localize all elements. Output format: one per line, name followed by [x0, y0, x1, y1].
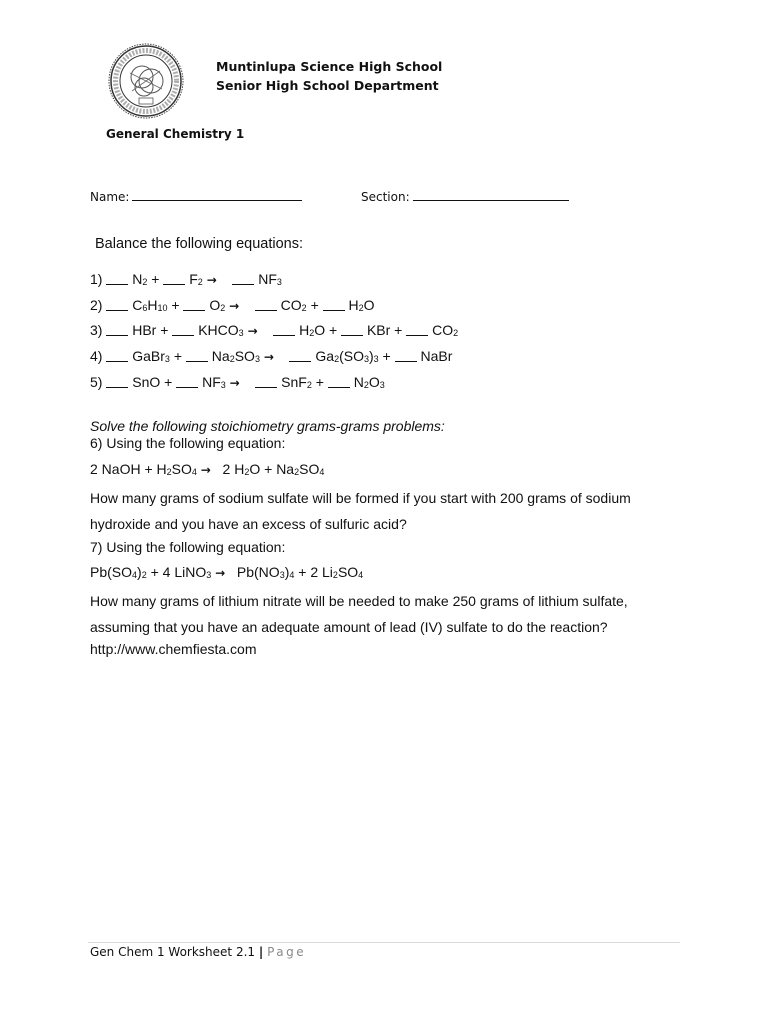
equation-4: [90, 348, 452, 364]
equation-number: 3): [90, 322, 103, 338]
footer-page-word: Page: [267, 945, 307, 959]
equation-number: 5): [90, 374, 103, 390]
section-label: Section:: [361, 190, 410, 204]
equation-2: [90, 297, 375, 313]
section-field[interactable]: [361, 189, 569, 204]
equation-body[interactable]: $C_6H_{10} + O_2$ → $CO_2 + H_2O$: [106, 297, 374, 313]
section-blank[interactable]: [413, 189, 569, 201]
q6-question: How many grams of sodium sulfate will be formed if you start with 200 grams of sodium hydroxide and you have an excess of sulfuric acid?: [90, 490, 631, 532]
page-footer: [90, 945, 306, 959]
source-link[interactable]: http://www.chemfiesta.com: [90, 641, 257, 657]
equation-body[interactable]: HBr + $KHCO_3$ → $H_2O$ + KBr + $CO_2$: [106, 322, 458, 338]
department-name: Senior High School Department: [216, 78, 439, 93]
name-label: Name:: [90, 190, 130, 204]
footer-divider: [88, 942, 680, 943]
footer-separator: |: [258, 945, 264, 959]
school-seal-logo: [108, 43, 184, 119]
equation-number: 2): [90, 297, 103, 313]
equation-body[interactable]: GaBr$_3$ + $Na_2SO_3$ → $Ga_2(SO_3)_3$ + NaBr: [106, 348, 452, 364]
balance-instructions: Balance the following equations:: [95, 236, 303, 252]
school-name: Muntinlupa Science High School: [216, 59, 443, 74]
school-header: [216, 57, 442, 95]
equation-1: [90, 271, 282, 287]
q6-equation: 2 NaOH + $H_2SO_4 \to 2$ $H_2O + Na_2SO_4$: [90, 461, 325, 477]
q6-intro: 6) Using the following equation:: [90, 435, 286, 451]
q7-intro: 7) Using the following equation:: [90, 539, 286, 555]
equation-number: 4): [90, 348, 103, 364]
equation-5: [90, 374, 385, 390]
footer-title: Gen Chem 1 Worksheet 2.1: [90, 945, 256, 959]
name-blank[interactable]: [132, 189, 302, 201]
name-field[interactable]: [90, 189, 302, 204]
equation-number: 1): [90, 271, 103, 287]
q7-question: How many grams of lithium nitrate will be needed to make 250 grams of lithium sulfate, assuming that you have an adequate amount of lead (IV) sulfate to do the reaction?: [90, 593, 628, 635]
q7-equation: $Pb(SO_4)_2 + 4$ LiNO$_3$ → $Pb(NO_3)_4 + 2$ $Li_2SO_4$: [90, 564, 364, 580]
equation-body[interactable]: SnO + $NF_3$ → $SnF_2 + N_2O_3$: [106, 374, 384, 390]
stoich-heading: Solve the following stoichiometry grams-grams problems:: [90, 418, 445, 434]
equation-body[interactable]: $N_2 + F_2$ → $NF_3$: [106, 271, 282, 287]
course-title: General Chemistry 1: [106, 127, 245, 141]
equation-3: [90, 322, 458, 338]
